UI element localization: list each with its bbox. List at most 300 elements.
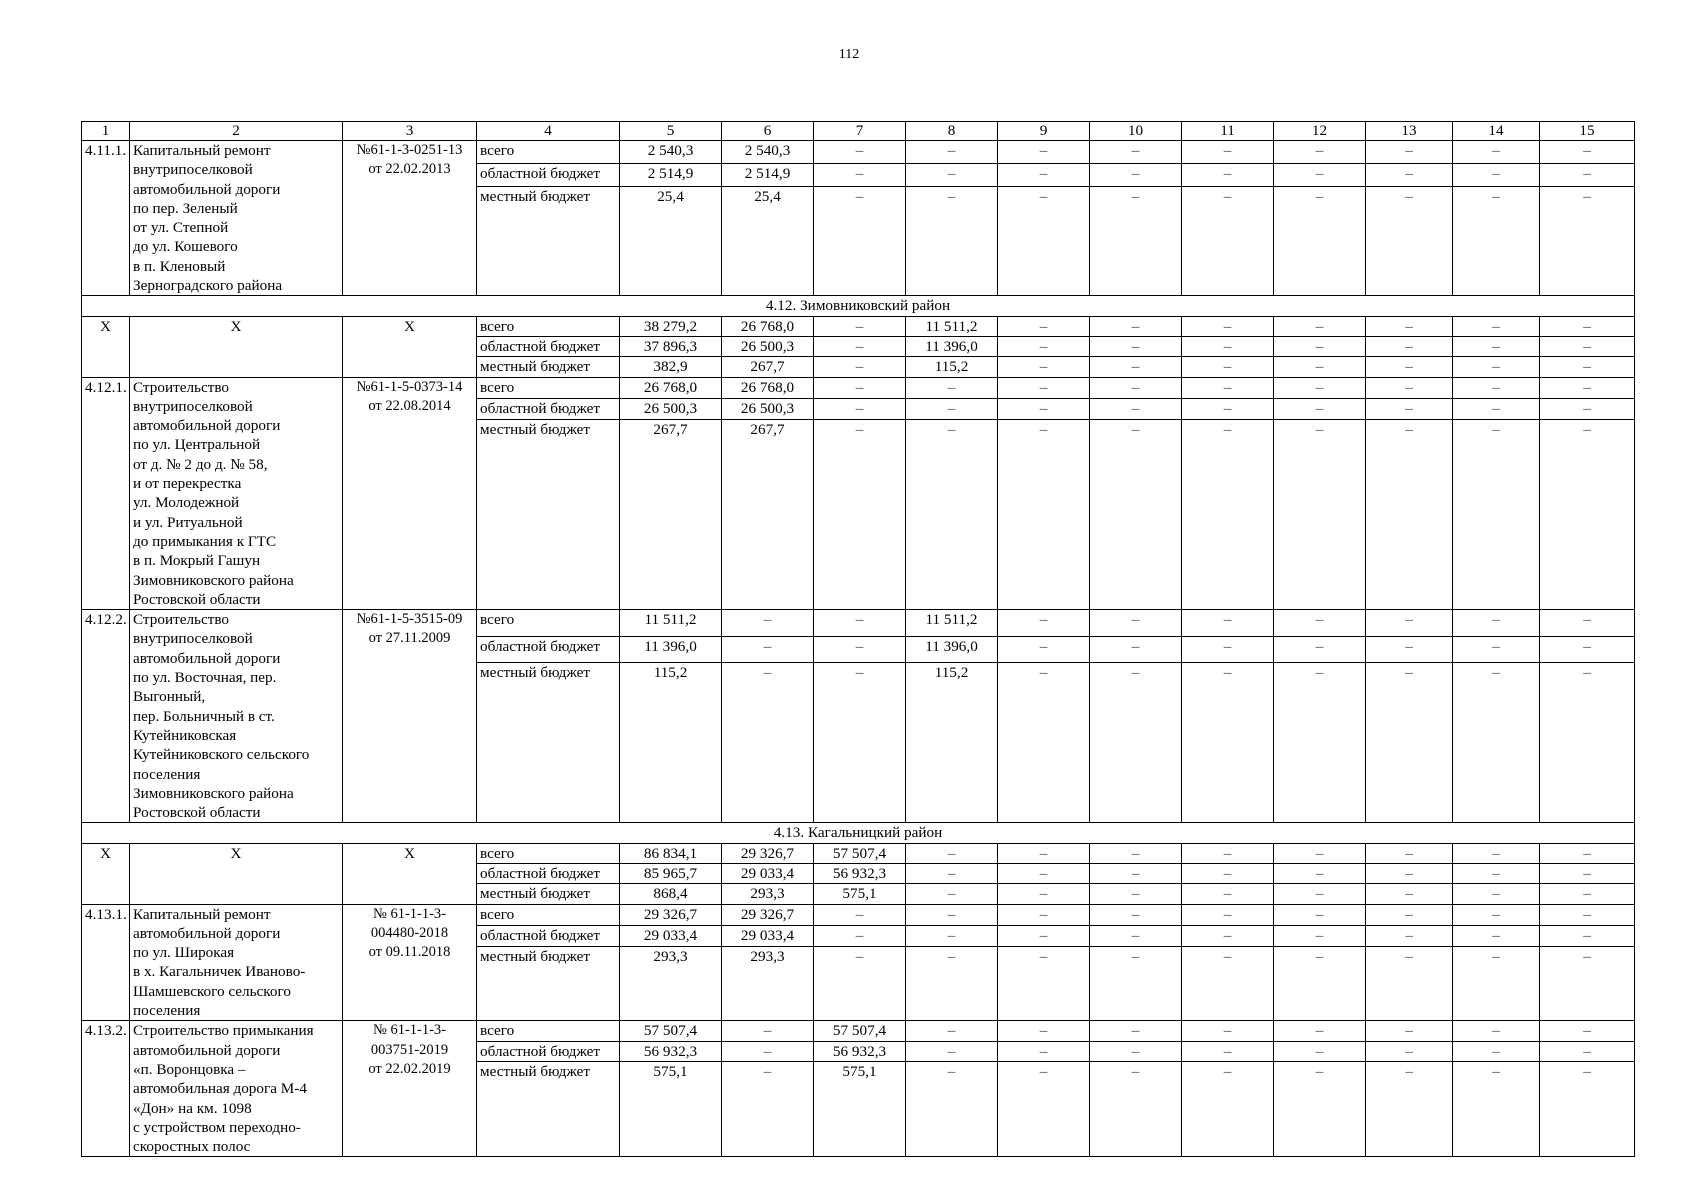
amount-cell: 85 965,7 xyxy=(620,863,722,883)
amount-cell: – xyxy=(1366,377,1453,398)
amount-cell: – xyxy=(1453,377,1540,398)
amount-cell: – xyxy=(998,636,1090,663)
amount-cell: – xyxy=(1182,904,1274,925)
amount-cell: – xyxy=(1540,947,1635,1021)
amount-cell: – xyxy=(1182,377,1274,398)
amount-cell: – xyxy=(1540,884,1635,904)
amount-cell: – xyxy=(1274,843,1366,863)
table-row xyxy=(82,141,1635,164)
column-number-row xyxy=(82,122,1635,141)
amount-cell: 38 279,2 xyxy=(620,316,722,336)
amount-cell: – xyxy=(1453,663,1540,823)
amount-cell: – xyxy=(1453,947,1540,1021)
amount-cell: – xyxy=(1366,1062,1453,1157)
amount-cell: – xyxy=(1540,164,1635,187)
amount-cell: – xyxy=(1453,636,1540,663)
amount-cell: – xyxy=(1274,925,1366,946)
amount-cell: 26 768,0 xyxy=(722,316,814,336)
amount-cell: – xyxy=(1182,925,1274,946)
amount-cell: 575,1 xyxy=(814,1062,906,1157)
amount-cell: 267,7 xyxy=(722,357,814,377)
amount-cell: – xyxy=(1540,610,1635,637)
amount-cell: – xyxy=(1366,164,1453,187)
amount-cell: – xyxy=(814,141,906,164)
amount-cell: – xyxy=(1540,187,1635,296)
amount-cell: 57 507,4 xyxy=(814,1021,906,1042)
amount-cell: – xyxy=(814,316,906,336)
amount-cell: – xyxy=(1090,420,1182,610)
amount-cell: – xyxy=(906,164,998,187)
amount-cell: – xyxy=(722,1062,814,1157)
amount-cell: – xyxy=(1366,398,1453,419)
amount-cell: – xyxy=(1453,925,1540,946)
amount-cell: – xyxy=(722,663,814,823)
column-number: 10 xyxy=(1090,122,1182,141)
amount-cell: – xyxy=(906,141,998,164)
table-row xyxy=(82,843,1635,863)
amount-cell: – xyxy=(814,398,906,419)
amount-cell: – xyxy=(1182,187,1274,296)
amount-cell: – xyxy=(998,863,1090,883)
column-number: 6 xyxy=(722,122,814,141)
object-name: Строительство внутрипоселковой автомобильной дороги по ул. Центральной от д. № 2 до д. № 58, и от перекрестка ул. Молодежной и ул. Ритуальной до примыкания к ГТС в п. Мокрый Гашун Зимовниковского района Ростовской области xyxy=(130,377,343,610)
amount-cell: 29 326,7 xyxy=(620,904,722,925)
amount-cell: – xyxy=(1366,1021,1453,1042)
amount-cell: – xyxy=(1366,884,1453,904)
amount-cell: – xyxy=(1366,925,1453,946)
funding-source: местный бюджет xyxy=(477,1062,620,1157)
amount-cell: – xyxy=(814,336,906,356)
section-title: 4.13. Кагальницкий район xyxy=(82,823,1635,843)
amount-cell: – xyxy=(722,610,814,637)
amount-cell: – xyxy=(1453,884,1540,904)
amount-cell: – xyxy=(1540,843,1635,863)
amount-cell: 293,3 xyxy=(722,884,814,904)
amount-cell: 2 514,9 xyxy=(620,164,722,187)
amount-cell: – xyxy=(998,141,1090,164)
amount-cell: – xyxy=(998,398,1090,419)
funding-source: областной бюджет xyxy=(477,336,620,356)
amount-cell: – xyxy=(1366,316,1453,336)
amount-cell: – xyxy=(1090,377,1182,398)
column-number: 3 xyxy=(343,122,477,141)
amount-cell: – xyxy=(998,336,1090,356)
amount-cell: – xyxy=(1540,316,1635,336)
section-title: 4.12. Зимовниковский район xyxy=(82,296,1635,316)
amount-cell: – xyxy=(814,610,906,637)
amount-cell: – xyxy=(906,420,998,610)
amount-cell: – xyxy=(998,316,1090,336)
amount-cell: 868,4 xyxy=(620,884,722,904)
amount-cell: – xyxy=(1090,1062,1182,1157)
amount-cell: – xyxy=(814,164,906,187)
funding-source: местный бюджет xyxy=(477,947,620,1021)
funding-source: всего xyxy=(477,1021,620,1042)
amount-cell: – xyxy=(814,925,906,946)
amount-cell: – xyxy=(998,947,1090,1021)
amount-cell: 29 033,4 xyxy=(722,925,814,946)
amount-cell: – xyxy=(1274,1041,1366,1062)
amount-cell: – xyxy=(906,1041,998,1062)
amount-cell: – xyxy=(1090,1041,1182,1062)
amount-cell: – xyxy=(1366,636,1453,663)
amount-cell: – xyxy=(1182,316,1274,336)
amount-cell: – xyxy=(1182,357,1274,377)
amount-cell: – xyxy=(998,904,1090,925)
amount-cell: – xyxy=(998,187,1090,296)
amount-cell: 56 932,3 xyxy=(620,1041,722,1062)
section-row xyxy=(82,823,1635,843)
amount-cell: – xyxy=(814,636,906,663)
amount-cell: – xyxy=(1453,398,1540,419)
amount-cell: 382,9 xyxy=(620,357,722,377)
amount-cell: – xyxy=(1453,316,1540,336)
object-name: Строительство примыкания автомобильной дороги «п. Воронцовка – автомобильная дорога М-4 «Дон» на км. 1098 с устройством переходно- скоростных полос xyxy=(130,1021,343,1157)
amount-cell: – xyxy=(1182,884,1274,904)
amount-cell: – xyxy=(1274,663,1366,823)
amount-cell: – xyxy=(906,904,998,925)
amount-cell: – xyxy=(1366,1041,1453,1062)
amount-cell: – xyxy=(1453,904,1540,925)
amount-cell: 2 540,3 xyxy=(722,141,814,164)
column-number: 4 xyxy=(477,122,620,141)
amount-cell: – xyxy=(1274,1021,1366,1042)
amount-cell: – xyxy=(1274,610,1366,637)
amount-cell: 86 834,1 xyxy=(620,843,722,863)
amount-cell: – xyxy=(1090,843,1182,863)
amount-cell: – xyxy=(1182,420,1274,610)
table-row xyxy=(82,1021,1635,1042)
table-row xyxy=(82,316,1635,336)
amount-cell: 26 500,3 xyxy=(722,398,814,419)
amount-cell: 26 500,3 xyxy=(722,336,814,356)
row-number: Х xyxy=(82,843,130,904)
amount-cell: 11 396,0 xyxy=(906,636,998,663)
amount-cell: 2 540,3 xyxy=(620,141,722,164)
amount-cell: – xyxy=(998,610,1090,637)
funding-source: местный бюджет xyxy=(477,663,620,823)
registration-number: №61-1-5-3515-09 от 27.11.2009 xyxy=(343,610,477,823)
amount-cell: – xyxy=(814,904,906,925)
amount-cell: 575,1 xyxy=(620,1062,722,1157)
amount-cell: – xyxy=(1453,610,1540,637)
amount-cell: – xyxy=(1182,1062,1274,1157)
amount-cell: – xyxy=(1090,316,1182,336)
amount-cell: – xyxy=(998,1021,1090,1042)
amount-cell: – xyxy=(1274,863,1366,883)
amount-cell: 56 932,3 xyxy=(814,863,906,883)
amount-cell: – xyxy=(1182,843,1274,863)
amount-cell: 267,7 xyxy=(722,420,814,610)
funding-source: всего xyxy=(477,141,620,164)
amount-cell: – xyxy=(1453,1062,1540,1157)
amount-cell: – xyxy=(1182,1041,1274,1062)
amount-cell: 29 033,4 xyxy=(620,925,722,946)
amount-cell: – xyxy=(1274,316,1366,336)
amount-cell: – xyxy=(1274,904,1366,925)
amount-cell: – xyxy=(1182,164,1274,187)
amount-cell: – xyxy=(1540,357,1635,377)
amount-cell: – xyxy=(998,663,1090,823)
amount-cell: – xyxy=(1182,636,1274,663)
amount-cell: 56 932,3 xyxy=(814,1041,906,1062)
amount-cell: – xyxy=(1182,610,1274,637)
amount-cell: 293,3 xyxy=(722,947,814,1021)
amount-cell: – xyxy=(1540,636,1635,663)
amount-cell: 2 514,9 xyxy=(722,164,814,187)
amount-cell: – xyxy=(1274,357,1366,377)
row-number: 4.12.2. xyxy=(82,610,130,823)
amount-cell: – xyxy=(1274,141,1366,164)
amount-cell: – xyxy=(998,843,1090,863)
funding-source: всего xyxy=(477,610,620,637)
amount-cell: 37 896,3 xyxy=(620,336,722,356)
amount-cell: – xyxy=(1274,947,1366,1021)
amount-cell: – xyxy=(998,1062,1090,1157)
amount-cell: – xyxy=(1366,420,1453,610)
amount-cell: – xyxy=(1540,925,1635,946)
object-name: Строительство внутрипоселковой автомобильной дороги по ул. Восточная, пер. Выгонный, пер. Больничный в ст. Кутейниковская Кутейниковского сельского поселения Зимовниковского района Ростовской области xyxy=(130,610,343,823)
row-number: 4.11.1. xyxy=(82,141,130,296)
object-name: Х xyxy=(130,316,343,377)
amount-cell: – xyxy=(1274,1062,1366,1157)
column-number: 8 xyxy=(906,122,998,141)
amount-cell: 11 511,2 xyxy=(906,316,998,336)
funding-source: местный бюджет xyxy=(477,187,620,296)
column-number: 9 xyxy=(998,122,1090,141)
amount-cell: 11 511,2 xyxy=(620,610,722,637)
table-row xyxy=(82,610,1635,637)
row-number: Х xyxy=(82,316,130,377)
amount-cell: – xyxy=(1090,187,1182,296)
amount-cell: – xyxy=(1453,843,1540,863)
amount-cell: 25,4 xyxy=(620,187,722,296)
amount-cell: – xyxy=(814,420,906,610)
registration-number: № 61-1-1-3- 004480-2018 от 09.11.2018 xyxy=(343,904,477,1021)
amount-cell: 293,3 xyxy=(620,947,722,1021)
amount-cell: 11 511,2 xyxy=(906,610,998,637)
registration-number: Х xyxy=(343,316,477,377)
amount-cell: – xyxy=(1540,336,1635,356)
amount-cell: – xyxy=(1182,947,1274,1021)
amount-cell: – xyxy=(1366,610,1453,637)
amount-cell: 26 768,0 xyxy=(722,377,814,398)
amount-cell: – xyxy=(1274,420,1366,610)
amount-cell: – xyxy=(1540,663,1635,823)
object-name: Х xyxy=(130,843,343,904)
column-number: 5 xyxy=(620,122,722,141)
amount-cell: – xyxy=(1366,357,1453,377)
amount-cell: – xyxy=(1274,398,1366,419)
funding-source: всего xyxy=(477,316,620,336)
column-number: 12 xyxy=(1274,122,1366,141)
amount-cell: – xyxy=(1453,420,1540,610)
amount-cell: – xyxy=(1540,420,1635,610)
object-name: Капитальный ремонт автомобильной дороги по ул. Широкая в х. Кагальничек Иваново- Шамшевского сельского поселения xyxy=(130,904,343,1021)
amount-cell: – xyxy=(906,1021,998,1042)
amount-cell: 29 326,7 xyxy=(722,843,814,863)
amount-cell: – xyxy=(998,420,1090,610)
table-row xyxy=(82,377,1635,398)
section-row xyxy=(82,296,1635,316)
column-number: 2 xyxy=(130,122,343,141)
amount-cell: – xyxy=(998,357,1090,377)
amount-cell: – xyxy=(1274,884,1366,904)
amount-cell: – xyxy=(1274,187,1366,296)
funding-source: местный бюджет xyxy=(477,420,620,610)
funding-source: всего xyxy=(477,377,620,398)
object-name: Капитальный ремонт внутрипоселковой автомобильной дороги по пер. Зеленый от ул. Степной до ул. Кошевого в п. Кленовый Зерноградского района xyxy=(130,141,343,296)
funding-source: областной бюджет xyxy=(477,164,620,187)
amount-cell: – xyxy=(906,377,998,398)
amount-cell: – xyxy=(998,884,1090,904)
amount-cell: – xyxy=(1366,863,1453,883)
amount-cell: – xyxy=(1182,398,1274,419)
funding-source: всего xyxy=(477,904,620,925)
registration-number: № 61-1-1-3- 003751-2019 от 22.02.2019 xyxy=(343,1021,477,1157)
amount-cell: – xyxy=(998,925,1090,946)
amount-cell: – xyxy=(1274,636,1366,663)
column-number: 11 xyxy=(1182,122,1274,141)
amount-cell: – xyxy=(1453,1021,1540,1042)
column-number: 15 xyxy=(1540,122,1635,141)
amount-cell: – xyxy=(1540,141,1635,164)
funding-source: областной бюджет xyxy=(477,398,620,419)
amount-cell: – xyxy=(1090,636,1182,663)
amount-cell: – xyxy=(998,1041,1090,1062)
amount-cell: – xyxy=(1540,1041,1635,1062)
row-number: 4.12.1. xyxy=(82,377,130,610)
row-number: 4.13.2. xyxy=(82,1021,130,1157)
amount-cell: – xyxy=(1182,1021,1274,1042)
amount-cell: – xyxy=(906,1062,998,1157)
amount-cell: – xyxy=(1540,398,1635,419)
amount-cell: – xyxy=(1090,141,1182,164)
amount-cell: – xyxy=(1090,357,1182,377)
amount-cell: – xyxy=(1453,141,1540,164)
amount-cell: – xyxy=(1182,863,1274,883)
amount-cell: – xyxy=(1366,947,1453,1021)
amount-cell: 115,2 xyxy=(906,357,998,377)
amount-cell: – xyxy=(1090,947,1182,1021)
amount-cell: – xyxy=(1453,336,1540,356)
amount-cell: – xyxy=(906,398,998,419)
amount-cell: – xyxy=(1090,663,1182,823)
funding-source: областной бюджет xyxy=(477,636,620,663)
amount-cell: – xyxy=(814,663,906,823)
amount-cell: – xyxy=(722,1041,814,1062)
financing-table xyxy=(81,121,1635,1157)
amount-cell: 267,7 xyxy=(620,420,722,610)
amount-cell: – xyxy=(1453,863,1540,883)
amount-cell: 29 033,4 xyxy=(722,863,814,883)
amount-cell: – xyxy=(1274,377,1366,398)
amount-cell: – xyxy=(1182,336,1274,356)
amount-cell: 11 396,0 xyxy=(620,636,722,663)
row-number: 4.13.1. xyxy=(82,904,130,1021)
table-row xyxy=(82,904,1635,925)
amount-cell: – xyxy=(906,925,998,946)
amount-cell: – xyxy=(722,636,814,663)
amount-cell: – xyxy=(1090,904,1182,925)
amount-cell: – xyxy=(814,947,906,1021)
amount-cell: – xyxy=(998,377,1090,398)
registration-number: Х xyxy=(343,843,477,904)
amount-cell: – xyxy=(1540,1062,1635,1157)
amount-cell: – xyxy=(906,843,998,863)
amount-cell: – xyxy=(906,947,998,1021)
registration-number: №61-1-5-0373-14 от 22.08.2014 xyxy=(343,377,477,610)
amount-cell: – xyxy=(906,863,998,883)
amount-cell: 25,4 xyxy=(722,187,814,296)
amount-cell: – xyxy=(1366,187,1453,296)
amount-cell: – xyxy=(814,357,906,377)
amount-cell: – xyxy=(1540,1021,1635,1042)
funding-source: местный бюджет xyxy=(477,357,620,377)
amount-cell: – xyxy=(1453,357,1540,377)
funding-source: местный бюджет xyxy=(477,884,620,904)
amount-cell: 115,2 xyxy=(620,663,722,823)
column-number: 13 xyxy=(1366,122,1453,141)
funding-source: областной бюджет xyxy=(477,925,620,946)
column-number: 1 xyxy=(82,122,130,141)
amount-cell: – xyxy=(722,1021,814,1042)
column-number: 14 xyxy=(1453,122,1540,141)
amount-cell: 575,1 xyxy=(814,884,906,904)
amount-cell: – xyxy=(1453,187,1540,296)
registration-number: №61-1-3-0251-13 от 22.02.2013 xyxy=(343,141,477,296)
amount-cell: – xyxy=(1090,336,1182,356)
amount-cell: 57 507,4 xyxy=(620,1021,722,1042)
amount-cell: – xyxy=(1090,884,1182,904)
amount-cell: 26 768,0 xyxy=(620,377,722,398)
amount-cell: – xyxy=(814,187,906,296)
amount-cell: – xyxy=(1366,141,1453,164)
amount-cell: – xyxy=(1090,1021,1182,1042)
amount-cell: 57 507,4 xyxy=(814,843,906,863)
amount-cell: – xyxy=(1540,904,1635,925)
amount-cell: – xyxy=(814,377,906,398)
amount-cell: – xyxy=(906,884,998,904)
amount-cell: – xyxy=(998,164,1090,187)
funding-source: областной бюджет xyxy=(477,863,620,883)
amount-cell: – xyxy=(1453,164,1540,187)
amount-cell: – xyxy=(1090,863,1182,883)
amount-cell: – xyxy=(1182,663,1274,823)
amount-cell: – xyxy=(1274,336,1366,356)
amount-cell: – xyxy=(1540,377,1635,398)
amount-cell: – xyxy=(1540,863,1635,883)
amount-cell: – xyxy=(1182,141,1274,164)
amount-cell: – xyxy=(1453,1041,1540,1062)
amount-cell: 29 326,7 xyxy=(722,904,814,925)
amount-cell: – xyxy=(1274,164,1366,187)
amount-cell: – xyxy=(1090,925,1182,946)
page-number: 112 xyxy=(838,47,860,62)
amount-cell: – xyxy=(1090,164,1182,187)
amount-cell: – xyxy=(1090,610,1182,637)
amount-cell: – xyxy=(1366,843,1453,863)
amount-cell: 11 396,0 xyxy=(906,336,998,356)
funding-source: областной бюджет xyxy=(477,1041,620,1062)
amount-cell: 26 500,3 xyxy=(620,398,722,419)
funding-source: всего xyxy=(477,843,620,863)
amount-cell: – xyxy=(1366,336,1453,356)
column-number: 7 xyxy=(814,122,906,141)
amount-cell: – xyxy=(1366,904,1453,925)
amount-cell: – xyxy=(1090,398,1182,419)
amount-cell: – xyxy=(906,187,998,296)
